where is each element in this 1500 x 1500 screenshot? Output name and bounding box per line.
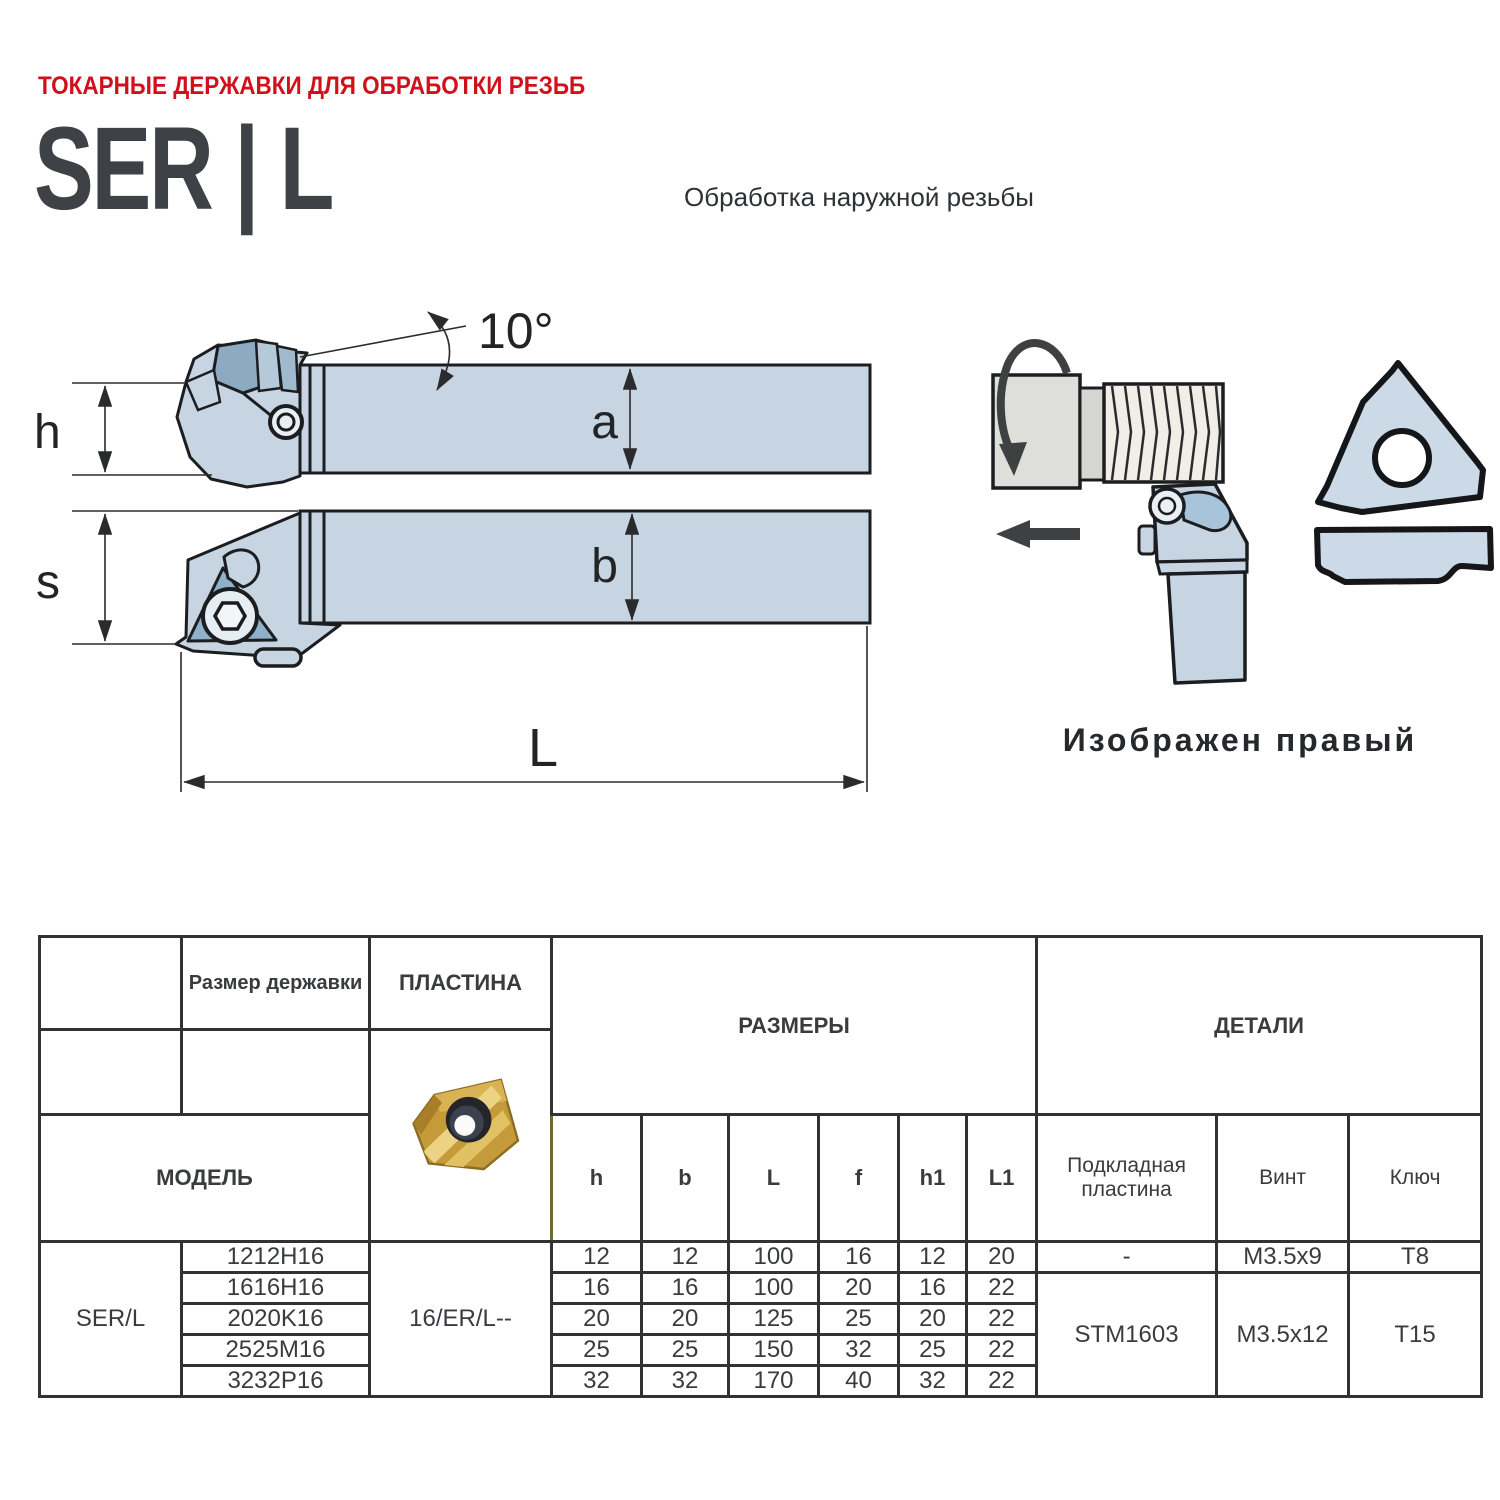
value-cell: 22 xyxy=(967,1304,1037,1335)
value-cell: 20 xyxy=(552,1304,642,1335)
angle-label: 10° xyxy=(478,303,554,359)
insert-photo xyxy=(385,1057,537,1209)
shank-plan xyxy=(300,511,870,623)
corner-cell xyxy=(40,937,182,1030)
insert-code-cell: 16/ER/L-- xyxy=(370,1242,552,1397)
holder-side-view xyxy=(34,303,870,487)
value-cell: 22 xyxy=(967,1366,1037,1397)
insert-and-shim xyxy=(1317,363,1491,582)
tool-shank xyxy=(1168,572,1245,683)
value-cell: 32 xyxy=(552,1366,642,1397)
value-cell: 100 xyxy=(729,1242,819,1273)
page-subtitle: Обработка наружной резьбы xyxy=(684,182,1034,212)
holder-plan-view xyxy=(36,511,870,792)
insert-nose-plan xyxy=(255,649,301,666)
model-header: МОДЕЛЬ xyxy=(40,1115,370,1242)
screw-cell: M3.5x9 xyxy=(1217,1242,1349,1273)
feed-arrow-icon xyxy=(996,520,1080,548)
L-label: L xyxy=(528,718,559,778)
value-cell: 20 xyxy=(899,1304,967,1335)
col-header-h: h xyxy=(552,1115,642,1242)
model-cell: 2020K16 xyxy=(182,1304,370,1335)
value-cell: 25 xyxy=(552,1335,642,1366)
insert-column-header: ПЛАСТИНА xyxy=(370,937,552,1030)
shim-plate xyxy=(1317,529,1491,582)
value-cell: 16 xyxy=(552,1273,642,1304)
col-header-shim: Подкладная пластина xyxy=(1037,1115,1217,1242)
value-cell: 32 xyxy=(899,1366,967,1397)
value-cell: 25 xyxy=(642,1335,729,1366)
category-title: ТОКАРНЫЕ ДЕРЖАВКИ ДЛЯ ОБРАБОТКИ РЕЗЬБ xyxy=(38,72,586,100)
workpiece-neck xyxy=(1080,388,1104,480)
col-header-screw: Винт xyxy=(1217,1115,1349,1242)
usage-illustration xyxy=(993,343,1491,683)
screw-merged-cell: M3.5x12 xyxy=(1217,1273,1349,1397)
value-cell: 22 xyxy=(967,1335,1037,1366)
hex-socket xyxy=(215,603,245,629)
thread-section xyxy=(1104,384,1223,482)
value-cell: 12 xyxy=(552,1242,642,1273)
value-cell: 20 xyxy=(967,1242,1037,1273)
col-header-b: b xyxy=(642,1115,729,1242)
value-cell: 40 xyxy=(819,1366,899,1397)
col-header-L1: L1 xyxy=(967,1115,1037,1242)
value-cell: 12 xyxy=(642,1242,729,1273)
insert-hole xyxy=(1375,431,1429,485)
value-cell: 22 xyxy=(967,1273,1037,1304)
value-cell: 100 xyxy=(729,1273,819,1304)
value-cell: 25 xyxy=(819,1304,899,1335)
dimensions-group-header: РАЗМЕРЫ xyxy=(552,937,1037,1115)
model-cell: 1212H16 xyxy=(182,1242,370,1273)
value-cell: 16 xyxy=(899,1273,967,1304)
parts-group-header: ДЕТАЛИ xyxy=(1037,937,1482,1115)
tool-in-cut xyxy=(1139,484,1247,683)
value-cell: 20 xyxy=(642,1304,729,1335)
a-label: a xyxy=(591,396,618,449)
col-header-key: Ключ xyxy=(1349,1115,1482,1242)
s-label: s xyxy=(36,556,60,609)
orientation-caption: Изображен правый xyxy=(1062,722,1418,758)
tool-screw xyxy=(1150,489,1184,523)
key-merged-cell: T15 xyxy=(1349,1273,1482,1397)
model-cell: 2525M16 xyxy=(182,1335,370,1366)
model-cell: 1616H16 xyxy=(182,1273,370,1304)
holder-size-header: Размер державки xyxy=(182,937,370,1030)
empty-cell xyxy=(182,1030,370,1115)
insert-photo-cell xyxy=(370,1030,552,1242)
key-cell: T8 xyxy=(1349,1242,1482,1273)
col-header-h1: h1 xyxy=(899,1115,967,1242)
page-title: SER | L xyxy=(34,103,333,235)
value-cell: 25 xyxy=(899,1335,967,1366)
b-label: b xyxy=(591,540,618,593)
empty-cell xyxy=(40,1030,182,1115)
value-cell: 32 xyxy=(819,1335,899,1366)
value-cell: 20 xyxy=(819,1273,899,1304)
value-cell: 16 xyxy=(819,1242,899,1273)
col-header-f: f xyxy=(819,1115,899,1242)
col-header-L: L xyxy=(729,1115,819,1242)
value-cell: 150 xyxy=(729,1335,819,1366)
spec-table xyxy=(38,935,1483,1398)
value-cell: 12 xyxy=(899,1242,967,1273)
shim-cell: - xyxy=(1037,1242,1217,1273)
shim-merged-cell: STM1603 xyxy=(1037,1273,1217,1397)
shank-side xyxy=(300,365,870,473)
value-cell: 32 xyxy=(642,1366,729,1397)
series-cell: SER/L xyxy=(40,1242,182,1397)
h-label: h xyxy=(34,406,61,459)
value-cell: 125 xyxy=(729,1304,819,1335)
screw-side xyxy=(270,406,302,438)
value-cell: 16 xyxy=(642,1273,729,1304)
model-cell: 3232P16 xyxy=(182,1366,370,1397)
value-cell: 170 xyxy=(729,1366,819,1397)
